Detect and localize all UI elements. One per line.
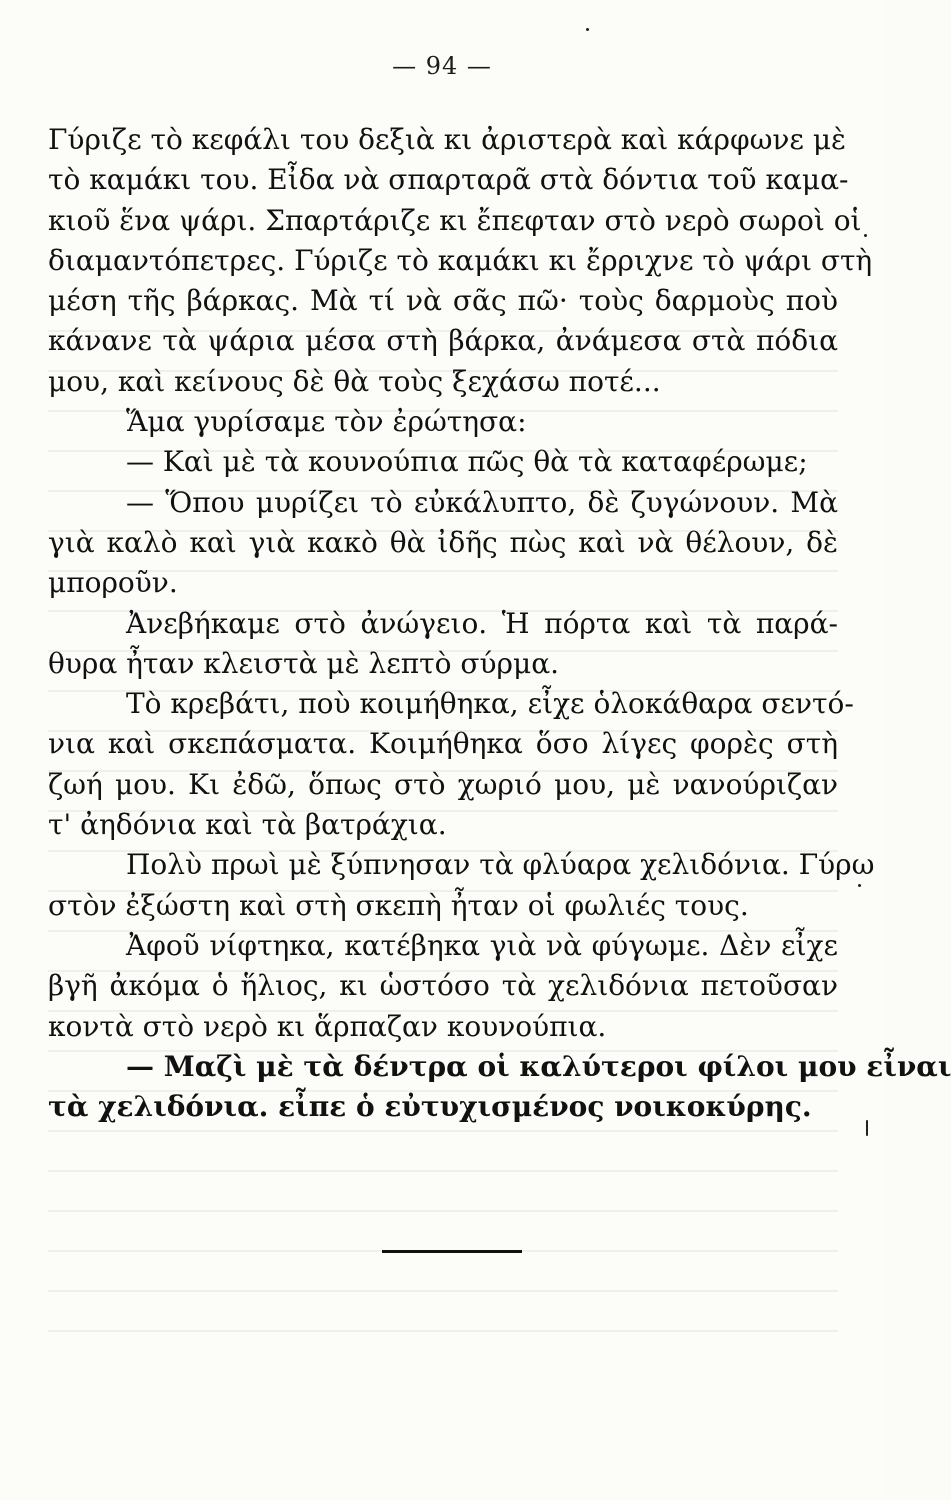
text-line: τ' ἀηδόνια καὶ τὰ βατράχια. — [48, 808, 447, 842]
text-line: μποροῦν. — [48, 566, 178, 600]
text-line: διαμαντόπετρες. Γύριζε τὸ καμάκι κι ἔρριχνε τὸ ψάρι στὴ — [48, 243, 873, 277]
body-text — [48, 120, 951, 1127]
text-line: κιοῦ ἕνα ψάρι. Σπαρτάριζε κι ἔπεφταν στὸ νερὸ σωροὶ οἱ — [48, 203, 862, 237]
text-line: τὸ καμάκι του. Εἶδα νὰ σπαρταρᾶ στὰ δόντια τοῦ καμα- — [48, 163, 849, 197]
text-line: Τὸ κρεβάτι, ποὺ κοιμήθηκα, εἶχε ὁλοκάθαρα σεντό- — [126, 687, 854, 721]
text-line: Ἀνεβήκαμε στὸ ἀνώγειο. Ἡ πόρτα καὶ τὰ παρά- — [126, 606, 838, 640]
text-line: μου, καὶ κείνους δὲ θὰ τοὺς ξεχάσω ποτέ... — [48, 364, 661, 398]
text-line: Ἅμα γυρίσαμε τὸν ἐρώτησα: — [126, 405, 527, 439]
print-speck — [858, 884, 861, 887]
dialogue-line: — Καὶ μὲ τὰ κουνούπια πῶς θὰ τὰ καταφέρωμε; — [126, 445, 808, 479]
print-speck — [586, 28, 589, 31]
text-line: Γύριζε τὸ κεφάλι του δεξιὰ κι ἀριστερὰ καὶ κάρφωνε μὲ — [48, 123, 847, 156]
text-line: κάνανε τὰ ψάρια μέσα στὴ βάρκα, ἀνάμεσα στὰ πόδια — [48, 324, 838, 358]
text-line: Ἀφοῦ νίφτηκα, κατέβηκα γιὰ νὰ φύγωμε. Δὲν εἶχε — [126, 928, 838, 962]
text-line: τὰ χελιδόνια. εἶπε ὁ εὐτυχισμένος νοικοκύρης. — [48, 1090, 812, 1124]
print-speck — [864, 234, 867, 237]
text-line: βγῆ ἀκόμα ὁ ἥλιος, κι ὡστόσο τὰ χελιδόνια πετοῦσαν — [48, 969, 838, 1003]
text-line: θυρα ἦταν κλειστὰ μὲ λεπτὸ σύρμα. — [48, 646, 560, 680]
text-line: Πολὺ πρωὶ μὲ ξύπνησαν τὰ φλύαρα χελιδόνια. Γύρω — [126, 848, 875, 882]
page-number: — 94 — — [392, 52, 492, 80]
section-end-rule — [382, 1250, 522, 1253]
text-line: νια καὶ σκεπάσματα. Κοιμήθηκα ὅσο λίγες φορὲς στὴ — [48, 727, 838, 761]
print-speck — [866, 1120, 868, 1136]
text-line: μέση τῆς βάρκας. Μὰ τί νὰ σᾶς πῶ· τοὺς δαρμοὺς ποὺ — [48, 284, 838, 318]
text-line: ζωή μου. Κι ἐδῶ, ὅπως στὸ χωριό μου, μὲ νανούριζαν — [48, 767, 838, 801]
dialogue-line: — Μαζὶ μὲ τὰ δέντρα οἱ καλύτεροι φίλοι μου εἶναι — [126, 1049, 951, 1083]
text-line: στὸν ἐξώστη καὶ στὴ σκεπὴ ἦταν οἱ φωλιές τους. — [48, 888, 749, 922]
text-line: κοντὰ στὸ νερὸ κι ἅρπαζαν κουνούπια. — [48, 1009, 607, 1043]
dialogue-line: — Ὅπου μυρίζει τὸ εὐκάλυπτο, δὲ ζυγώνουν. Μὰ — [126, 485, 838, 519]
text-line: γιὰ καλὸ καὶ γιὰ κακὸ θὰ ἰδῆς πὼς καὶ νὰ θέλουν, δὲ — [48, 525, 838, 559]
